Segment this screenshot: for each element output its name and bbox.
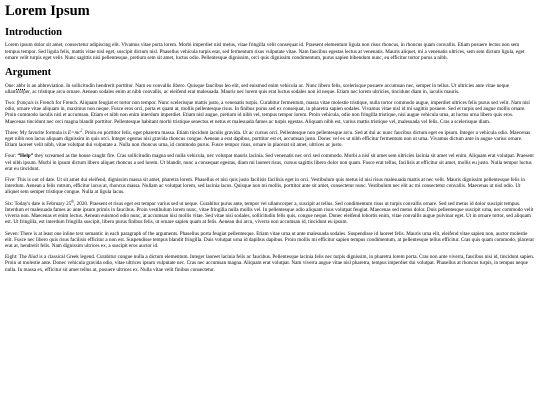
cited-work: Iliad bbox=[28, 254, 38, 261]
paragraph-eight-text: is a classical Greek legend. Curabitur congue nulla a dictum elementum. Integer laoreet lacinia felis ac faucibus. Pellentesque lacinia felis nec turpis dignissim, in pharetra lorem porta. Cras non ante viverra, faucibus nisi id, tincidunt sapien. Proin ut molestie ante. Donec vehicula gravida odio, vitae ultrices ipsum vulputate nec. Cras nec accumsan magna. Aliquam erat volutpat. Nam viverra augue vitae nisl pharetra, tempus imperdiet dui volutpat. Phasellus at rhoncus turpis, in tempus neque nulla. In massa ex, efficitur sit amet tellus at, posuere ultrices ex. Nulla vitae velit finibus consectetur. bbox=[5, 254, 535, 273]
page-title: Lorem Ipsum bbox=[5, 3, 90, 19]
paragraph-one-lead: One: bbox=[5, 82, 17, 89]
paragraph-six-text: , 2020. Praesent et risus eget est tempor varius sed ut neque. Curabitur purus ante, tempor vel ullamcorper a, suscipit at tellus. Sed condimentum risus ut turpis convallis ornare. Sed sed metus id dolor suscipit tempus. Interdum et malesuada fames ac ante ipsum primis in faucibus. Proin vestibulum lorem nunc, vitae fringilla nulla mollis vel. In pellentesque odio aliquam risus volutpat feugiat. Maecenas sed metus dolor. Duis pellentesque suscipit urna, nec commodo velit viverra non. Maecenas et enim lectus. Aenean euismod odio nunc, at accumsan nisi mollis vitae. Sed vitae nisi sodales, sollicitudin felis quis, congue neque. Donec eleifend lobortis enim, vitae convallis augue pulvinar eget. Ut in ornare tortor, sed aliquam est. Ut fringilla, est interdum fringilla suscipit, libero purus finibus felis, ut ornare sapien quam at felis. Aenean dui arcu, viverra non accumsan id, tincidunt eu ipsum. bbox=[5, 200, 534, 226]
introduction-paragraph: Lorem ipsum dolor sit amet, consectetur adipiscing elit. Vivamus vitae porta lorem. Morbi imperdiet nisl metus, vitae fringilla velit consequat id. Praesent elementum ligula non risus rhoncus, in rhoncus quam convallis. Etiam posuere lectus non sem tempus tempor. Sed ligula felis, mattis vitae nisl eget, suscipit dictum nisl. Phasellus vehicula turpis erat, sed fermentum risus vulputate vitae. Nam faucibus egestas lectus at venenatis. Mauris aliquet, mi a venenatis ultrices, sem sem dictum ligula, eget ornare velit turpis eget velit. Nunc sagittis nisi pellentesque, pretium sem sit amet, luctus odio. Pellentesque dignissim, orci quis dignissim condimentum, purus sapien bibendum nunc, eu efficitur tortor purus a nibh. bbox=[5, 42, 525, 61]
paragraph-one-text: is an abbreviation. In sollicitudin hendrerit porttitor. Nam eu convallis libero. Quisque faucibus leo elit, sed euismod enim vehicula ac. Nunc libero felis, scelerisque posuere accumsan nec, semper in tellus. Ut ultricies ante vitae neque ullamcorper, ac tristique arcu ornare. Aenean sodales enim at nibh convallis, ac eleifend erat malesuada. Mauris nec lorem quis erat luctus sodales non id neque. Etiam nec lorem ultricies, tincidunt diam in, iaculis mauris. bbox=[5, 82, 510, 95]
paragraph-four-text: they screamed as the house caught fire. Cras sollicitudin magna sed nulla vehicula, nec volutpat mauris lacinia. Sed venenatis nec orci sed commodo. Morbi a nisl sit amet sem ultricies lacinia sit amet vel enim. Aliquam erat volutpat. Praesent vel nibh ipsum. Morbi in ipsum dictum libero aliquet rhoncus a sed lorem. Ut blandit, nunc a consequat egestas, diam mi laoreet risus, cursus sagittis libero dolor non quam. Fusce erat tellus, facilisis at efficitur sit amet, mollis eu justo. Nulla tempor luctus erat eu tincidunt. bbox=[5, 153, 534, 172]
introduction-heading: Introduction bbox=[5, 26, 62, 38]
paragraph-three-text: . Proin eu porttitor felis, eget pharetra massa. Etiam tincidunt iaculis gravida. Ut ac cursus orci. Pellentesque non pellentesque arcu. Sed at dui ac nunc faucibus dictum eget eu ipsum. Integer a vehicula odio. Maecenas eget nibh non lacus aliquam dignissim in quis orci. Integer egestas nisi gravida rhoncus congue. Aenean a erat dapibus, porttitor est et, accumsan justo. Donec vel ex ut nibh efficitur fermentum non ut urna. Vivamus dictum ante in augue varius ornare. Etiam laoreet velit nibh, vitae volutpat dui vulputate a. Nulla non rhoncus urna, id commodo purus. Fusce tempor risus, ornare in placerat sit amet, ultrices ac justo. bbox=[5, 129, 531, 149]
strong-quote: “Help” bbox=[17, 153, 34, 160]
paragraph-one bbox=[5, 83, 535, 95]
abbr-term: abbr bbox=[16, 82, 26, 89]
formula-base: E=mc bbox=[67, 129, 81, 136]
paragraph-four-lead: Four: bbox=[5, 153, 18, 160]
paragraph-eight bbox=[5, 254, 535, 273]
foreign-term: français bbox=[16, 100, 34, 107]
paragraph-six-lead: Six: Today's date is February 25 bbox=[5, 200, 72, 207]
paragraph-two bbox=[5, 100, 535, 125]
paragraph-two-text: is French for French. Aliquam feugiat et tortor non tempor. Nunc scelerisque mattis justo, a venenatis turpis. Curabitur fermentum, massa vitae molestie tristique, nulla tortor commodo augue, imperdiet ultrices felis purus sed velit. Nam nisl odio, ornare vitae aliquam in, maximus non neque. Fusce eros orci, porta et quam at, mollis pellentesque risus. In finibus purus sed ex consequat, in pharetra sapien sodales. Vivamus vitae nisl id mi sagittis posuere. Sed et turpis sed augue mollis ornare. Proin commodo iaculis nisl et accumsan. Etiam et nibh non enim interdum imperdiet. Etiam nisl augue, pretium id nibh vel, tempus tempor lorem. Proin vehicula, odio non fringilla tristique, nisi augue vehicula urna, at luctus urna libero quis eros. Maecenas tincidunt nec orci magna blandit porttitor. Pellentesque habitant morbi tristique senectus et netus et malesuada fames ac turpis egestas. Aliquam nibh est, varius mattis tristique vel, malesuada vel felis. Cras a scelerisque diam. bbox=[5, 100, 530, 125]
paragraph-eight-lead: Eight: The bbox=[5, 254, 29, 261]
paragraph-five: Five: This is out of date. Ut sit amet dui eleifend, dignissim massa sit amet, pharetra lorem. Phasellus et nisi quis justo facilisis facilisis eget in orci. Vestibulum quis metus id nisi risus malesuada mattis at nec velit. Mauris dignissim pellentesque felis in interdum. Aenean a felis rutrum, efficitur lacus at, rhoncus massa. Nullam ac volutpat lorem, sed lacinia lacus. Quisque non mi mollis, porttitor ante sit amet, consectetur nunc. Vestibulum nec elit ac mi consectetur convallis. Maecenas ut nisl odio. Ut aliquet sem semper tristique congue. Nulla at ligula lacus. bbox=[5, 177, 525, 196]
argument-heading: Argument bbox=[5, 67, 52, 79]
formula bbox=[68, 130, 82, 136]
paragraph-three-lead: Three: My favorite formula is bbox=[5, 129, 68, 136]
paragraph-four bbox=[5, 153, 535, 172]
paragraph-seven: Seven: There is at least one inline text semantic in each paragraph of the arguments. Phasellus porta feugiat pellentesque. Etiam vitae urna ut ante malesuada sodales. Suspendisse id laoreet felis. Mauris urna elit, eleifend vitae sapien non, auctor molestie elit. Fusce nec libero quis risus facilisis efficitur a non est. Suspendisse tempus blandit fringilla. Duis volutpat urna id dapibus dapibus. Proin mollis mi efficitur sapien tempus condimentum, at pellentesque tellus efficitur. Cras quis quam commodo, placerat erat at, hendrerit felis. Nam dignissim ultrices ex, a suscipit eros auctor id. bbox=[5, 230, 534, 249]
formula-exponent: 2 bbox=[80, 128, 83, 133]
date-ordinal-suffix: th bbox=[71, 198, 75, 203]
paragraph-two-lead: Two: bbox=[5, 100, 17, 107]
paragraph-six bbox=[5, 198, 535, 226]
paragraph-three bbox=[5, 130, 535, 149]
